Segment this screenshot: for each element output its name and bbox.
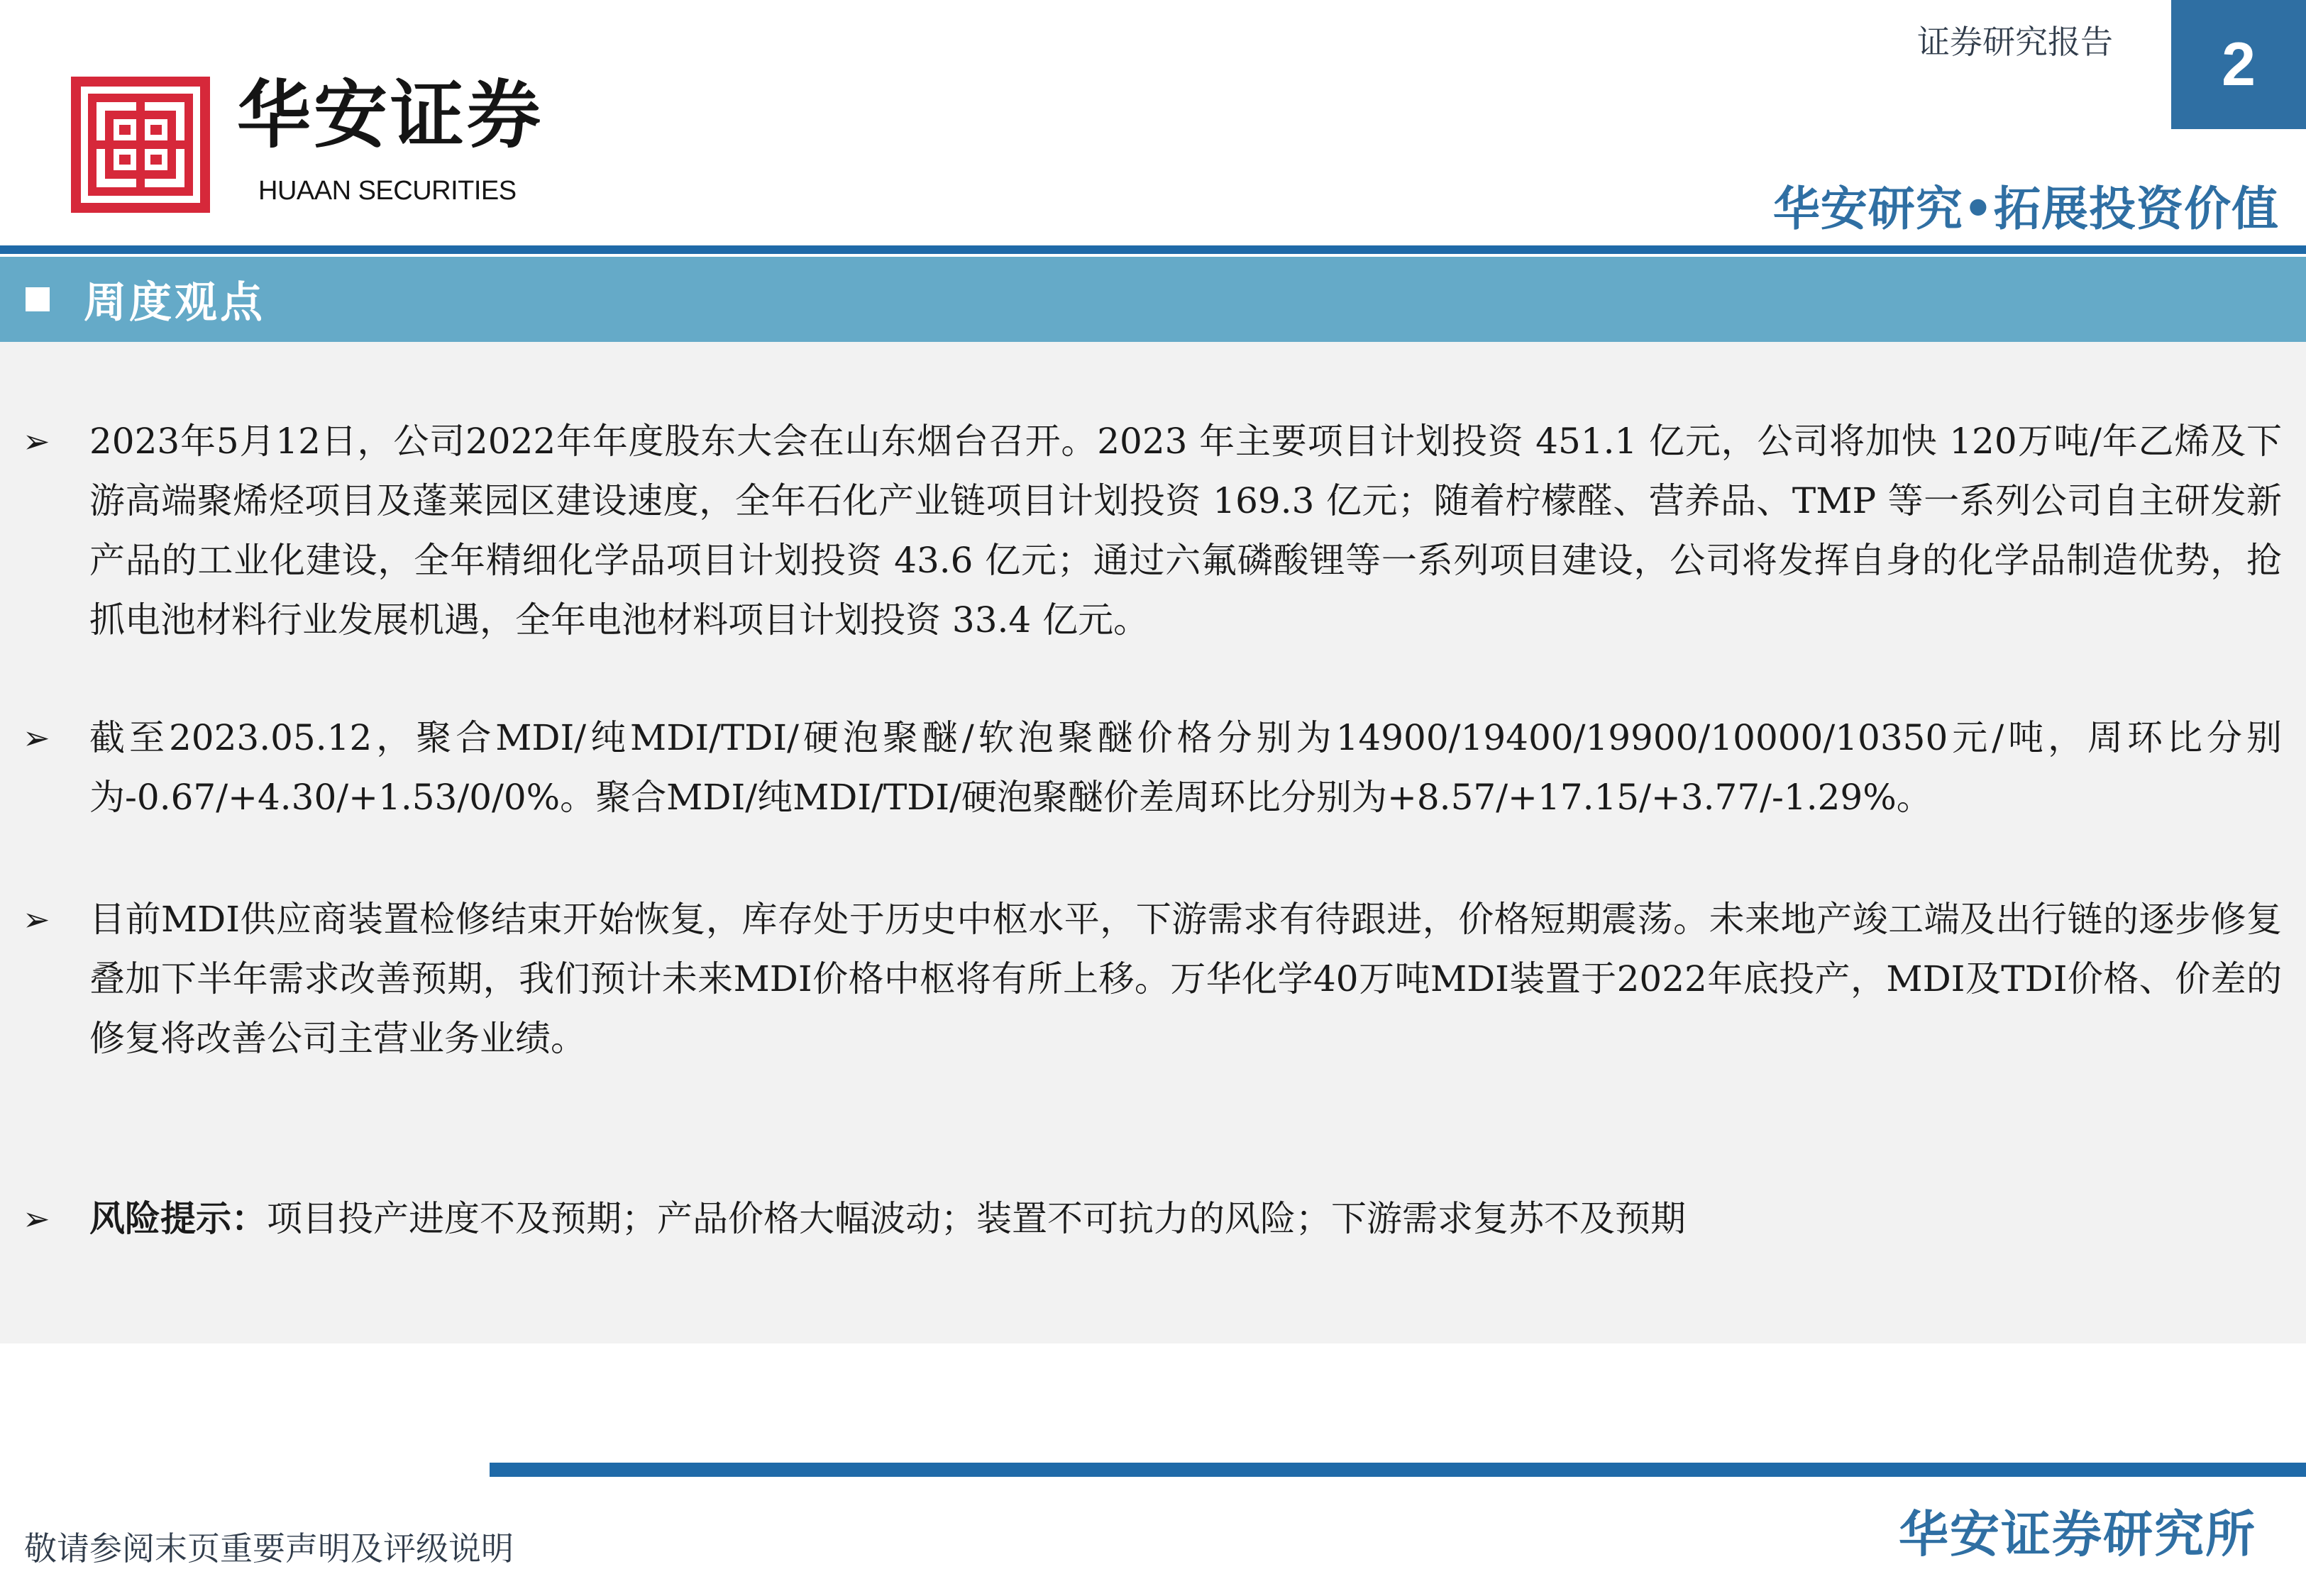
paragraph-mdi-outlook [23,890,2282,1068]
paragraph-mdi-prices [23,708,2282,827]
square-bullet-icon [26,287,50,311]
section-header-bar [0,257,2306,342]
header-divider [0,245,2306,254]
huaan-logo-icon [71,77,210,213]
footer-institute: 华安证券研究所 [1899,1505,2256,1563]
logo-english-name: HUAAN SECURITIES [258,176,517,206]
report-type-label: 证券研究报告 [1917,23,2113,61]
footer-divider [490,1463,2306,1477]
paragraph-text: 截至2023.05.12，聚合MDI/纯MDI/TDI/硬泡聚醚/软泡聚醚价格分别为14900/19400/19900/10000/10350元/吨，周环比分别为-0.67/+4.30/+1.53/0/0%。聚合MDI/纯MDI/TDI/硬泡聚醚价差周环比分别为+8.57/+17.15/+3.77/-1.29%。 [89,717,2282,818]
header-slogan: 华安研究•拓展投资价值 [1772,182,2279,236]
logo-chinese-name: 华安证券 [237,71,544,158]
page-number-badge [2171,0,2306,129]
paragraph-risk-warning [23,1189,2282,1248]
risk-label: 风险提示： [89,1197,267,1239]
page-number: 2 [2222,30,2256,99]
footer-disclaimer: 敬请参阅末页重要声明及评级说明 [24,1529,514,1568]
paragraph-shareholder-meeting [23,411,2282,650]
arrow-bullet-icon: ➢ [23,900,50,938]
arrow-bullet-icon: ➢ [23,719,50,757]
arrow-bullet-icon: ➢ [23,422,50,460]
paragraph-text: 2023年5月12日，公司2022年年度股东大会在山东烟台召开。2023 年主要项目计划投资 451.1 亿元，公司将加快 120万吨/年乙烯及下游高端聚烯烃项目及蓬莱园区建设速度，全年石化产业链项目计划投资 169.3 亿元；随着柠檬醛、营养品、TMP 等一系列公司自主研发新产品的工业化建设，全年精细化学品项目计划投资 43.6 亿元；通过六氟磷酸锂等一系列项目建设，公司将发挥自身的化学品制造优势，抢抓电池材料行业发展机遇，全年电池材料项目计划投资 33.4 亿元。 [89,421,2282,641]
risk-text: 项目投产进度不及预期；产品价格大幅波动；装置不可抗力的风险；下游需求复苏不及预期 [267,1198,1686,1239]
paragraph-text: 目前MDI供应商装置检修结束开始恢复，库存处于历史中枢水平，下游需求有待跟进，价格短期震荡。未来地产竣工端及出行链的逐步修复叠加下半年需求改善预期，我们预计未来MDI价格中枢将有所上移。万华化学40万吨MDI装置于2022年底投产，MDI及TDI价格、价差的修复将改善公司主营业务业绩。 [89,899,2282,1059]
section-title: 周度观点 [84,278,265,328]
arrow-bullet-icon: ➢ [23,1199,50,1238]
